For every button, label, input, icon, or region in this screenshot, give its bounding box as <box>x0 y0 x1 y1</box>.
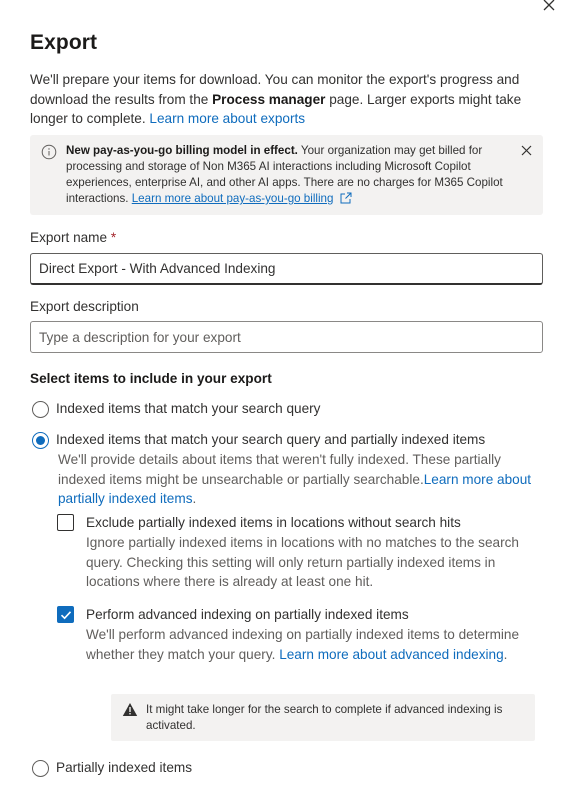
export-description-label: Export description <box>30 299 139 314</box>
advanced-indexing-desc-text: We'll perform advanced indexing on partially indexed items to determine whether they match your query. <box>86 627 520 662</box>
close-dialog-button[interactable] <box>540 0 558 14</box>
option-indexed-and-partial-label[interactable]: Indexed items that match your search query and partially indexed items <box>56 432 486 447</box>
intro-bold: Process manager <box>212 91 326 107</box>
export-name-label <box>30 230 116 245</box>
warning-text: It might take longer for the search to complete if advanced indexing is activated. <box>146 703 503 732</box>
warning-icon <box>122 702 138 717</box>
banner-bold: New pay-as-you-go billing model in effect. <box>66 144 298 157</box>
close-icon <box>540 0 558 14</box>
learn-more-billing-link[interactable] <box>132 192 334 205</box>
learn-more-partial-link[interactable]: Learn more about partially indexed items <box>58 471 532 506</box>
banner-close-button[interactable] <box>520 144 533 157</box>
exclude-partial-label[interactable]: Exclude partially indexed items in locations without search hits <box>86 515 461 530</box>
export-name-label-text: Export name <box>30 230 108 245</box>
billing-banner <box>30 135 543 215</box>
option-partially-indexed-label[interactable]: Partially indexed items <box>56 760 192 775</box>
radio-partially-indexed[interactable] <box>32 760 49 777</box>
advanced-indexing-label[interactable]: Perform advanced indexing on partially indexed items <box>86 607 409 622</box>
intro-part1: We'll prepare your items for download. You can monitor the export's progress and download the results from the <box>30 72 520 107</box>
export-name-input[interactable] <box>30 253 543 285</box>
advanced-indexing-desc <box>86 625 541 664</box>
banner-text <box>66 143 511 207</box>
option2-desc-text: We'll provide details about items that weren't fully indexed. These partially indexed items might be unsearchable or partially searchable. <box>58 452 501 487</box>
radio-indexed-items[interactable] <box>32 401 49 418</box>
option-indexed-items-label[interactable]: Indexed items that match your search query <box>56 401 321 416</box>
intro-text <box>30 70 545 129</box>
advanced-indexing-warning <box>111 694 535 741</box>
billing-link-label: Learn more about pay-as-you-go billing <box>131 192 334 205</box>
exclude-partial-desc: Ignore partially indexed items in locations with no matches to the search query. Checking this setting will only return partially indexed items in locations where there is already at least one hit. <box>86 535 519 589</box>
advanced-indexing-period: . <box>503 646 508 662</box>
select-items-heading: Select items to include in your export <box>30 371 272 386</box>
banner-body: Your organization may get billed for processing and storage of Non M365 AI interactions including Microsoft Copilot experiences, enterprise AI, and other AI apps. There are no charges for M365 Copilot interactions. <box>66 144 503 205</box>
option2-period: . <box>192 491 197 506</box>
external-link-icon <box>339 192 353 204</box>
learn-more-exports-link[interactable]: Learn more about exports <box>149 111 306 126</box>
option-indexed-and-partial-desc <box>58 450 546 509</box>
dialog-title: Export <box>30 31 98 54</box>
close-icon <box>520 144 533 157</box>
export-description-input[interactable] <box>30 321 543 353</box>
checkmark-icon <box>60 609 72 621</box>
required-mark: * <box>110 230 117 245</box>
radio-indexed-and-partial[interactable] <box>32 432 49 449</box>
advanced-indexing-checkbox[interactable] <box>57 606 74 623</box>
learn-more-advanced-indexing-link[interactable]: Learn more about advanced indexing <box>279 646 504 662</box>
info-icon <box>41 144 57 160</box>
exclude-partial-checkbox[interactable] <box>57 514 74 531</box>
intro-part2: page. Larger exports might take longer to complete. <box>30 91 522 126</box>
